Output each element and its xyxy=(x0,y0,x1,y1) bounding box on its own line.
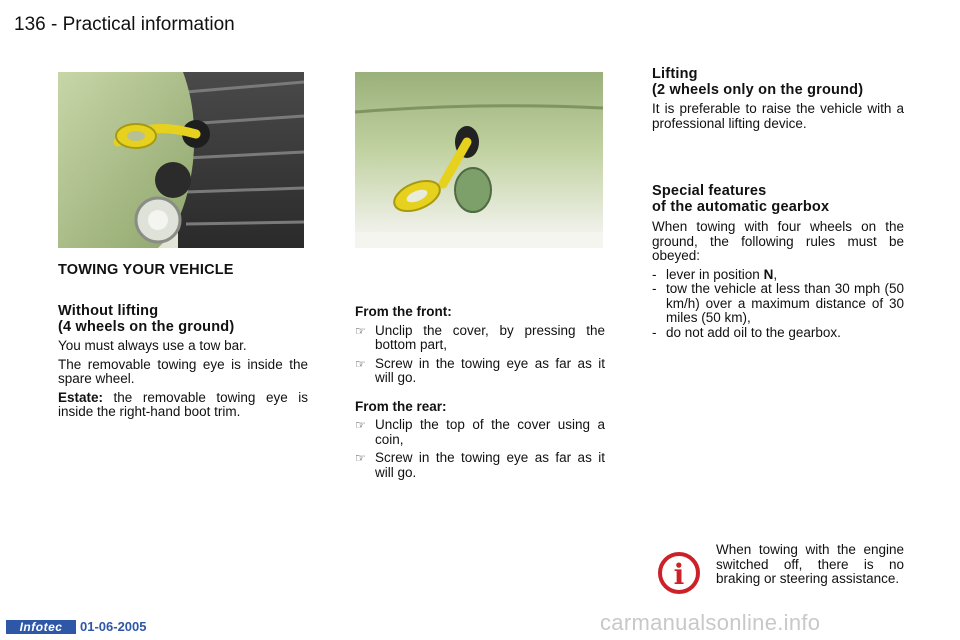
automatic-gearbox-heading xyxy=(652,183,904,215)
towing-main-heading: TOWING YOUR VEHICLE xyxy=(58,262,234,278)
watermark: carmanualsonline.info xyxy=(600,610,821,635)
pointing-hand-icon: ☞ xyxy=(355,451,366,465)
from-rear-title: From the rear: xyxy=(355,398,447,414)
automatic-gearbox-text xyxy=(652,220,904,340)
automatic-gearbox-heading-line1: Special features xyxy=(652,183,767,199)
list-item: ☞ Screw in the towing eye as far as it will go. xyxy=(355,450,605,480)
rear-bumper-illustration xyxy=(355,72,603,248)
without-lifting-text xyxy=(58,339,308,420)
front-steps-list xyxy=(355,324,605,386)
list-item: ☞ Screw in the towing eye as far as it will go. xyxy=(355,355,605,385)
info-icon xyxy=(657,551,701,595)
section-title: Practical information xyxy=(62,14,235,35)
page-number: 136 xyxy=(14,14,46,35)
without-lifting-heading xyxy=(58,303,308,335)
front-bumper-illustration xyxy=(58,72,304,248)
pointing-hand-icon: ☞ xyxy=(355,418,366,432)
footer-date: 01-06-2005 xyxy=(80,619,147,634)
info-note-text: When towing with the engine switched off, there is no braking or steering assistance. xyxy=(716,542,904,586)
estate-text: the removable towing eye is inside the right-hand boot trim. xyxy=(58,389,308,419)
rear-steps-list xyxy=(355,418,605,480)
automatic-gearbox-intro: When towing with four wheels on the ground, the following rules must be obeyed: xyxy=(652,219,904,263)
towing-eye-instructions xyxy=(355,305,605,480)
list-item: ☞ Unclip the top of the cover using a coin, xyxy=(355,417,605,447)
list-item: - do not add oil to the gearbox. xyxy=(652,324,841,340)
gear-position: N xyxy=(763,266,774,282)
list-item: - lever in position N, xyxy=(652,266,778,282)
lifting-heading-line2: (2 wheels only on the ground) xyxy=(652,82,864,98)
lifting-heading-line1: Lifting xyxy=(652,66,698,82)
infotec-logo: Infotec xyxy=(6,620,76,634)
pointing-hand-icon: ☞ xyxy=(355,323,366,338)
info-glyph: i xyxy=(673,558,685,591)
list-item: - tow the vehicle at less than 30 mph (50 km/h) over a maximum distance of 30 miles (50 km), xyxy=(652,281,904,325)
page-header xyxy=(14,14,235,36)
pointing-hand-icon: ☞ xyxy=(355,356,366,371)
without-lifting-heading-line2: (4 wheels on the ground) xyxy=(58,319,235,335)
lifting-text: It is preferable to raise the vehicle with a professional lifting device. xyxy=(652,101,904,131)
header-separator: - xyxy=(50,14,58,35)
rear-towing-eye-photo xyxy=(355,72,603,248)
without-lifting-heading-line1: Without lifting xyxy=(58,303,159,319)
front-towing-eye-photo xyxy=(58,72,304,248)
lifting-heading xyxy=(652,66,904,98)
estate-paragraph xyxy=(58,391,308,420)
tow-bar-paragraph: You must always use a tow bar. xyxy=(58,338,247,353)
automatic-gearbox-heading-line2: of the automatic gearbox xyxy=(652,199,830,215)
estate-label: Estate: xyxy=(58,389,104,405)
from-front-title: From the front: xyxy=(355,304,452,319)
gearbox-rules-list xyxy=(652,268,904,341)
list-item: ☞ Unclip the cover, by pressing the bottom part, xyxy=(355,322,605,352)
spare-wheel-paragraph: The removable towing eye is inside the spare wheel. xyxy=(58,356,308,386)
